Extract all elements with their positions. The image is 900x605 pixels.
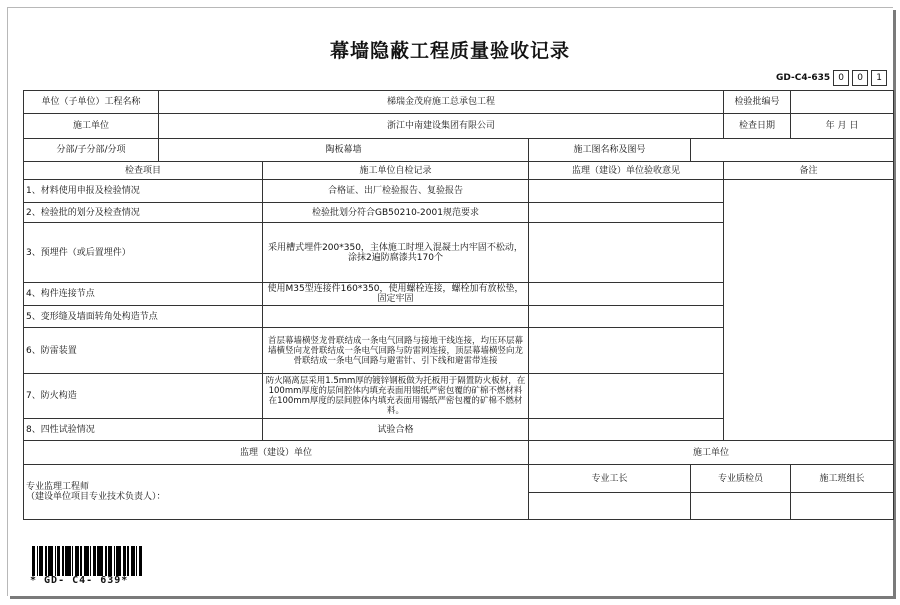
- column-header-supervisor: 监理（建设）单位验收意见: [529, 162, 724, 180]
- row-record-7: 防火隔离层采用1.5mm厚的镀锌钢板做为托板用于隔置防火板材，在100mm厚度的层间腔体内填充表面用锡纸严密包覆的矿棉不燃材料在100mm厚度的层间腔体内填充表面用锡纸严密包覆的矿棉不燃材料。: [263, 374, 529, 419]
- drawing-label: 施工图名称及图号: [529, 139, 691, 162]
- column-header-remarks: 备注: [724, 162, 894, 180]
- check-date-label: 检查日期: [724, 114, 791, 139]
- contractor-label: 施工单位: [24, 114, 159, 139]
- row-opinion-4[interactable]: [529, 283, 724, 306]
- row-record-6: 首层幕墙横竖龙骨联结成一条电气回路与接地干线连接，均压环层幕墙横竖向龙骨联结成一条电气回路与防雷网连接，顶层幕墙横竖向龙骨联结成一条电气回路与避雷针、引下线和避雷带连接: [263, 328, 529, 374]
- project-name-label: 单位（子单位）工程名称: [24, 91, 159, 114]
- row-item-7: 7、防火构造: [24, 374, 263, 419]
- row-opinion-2[interactable]: [529, 203, 724, 223]
- row-item-4: 4、构件连接节点: [24, 283, 263, 306]
- barcode: [32, 546, 150, 576]
- row-record-4: 使用M35型连接件160*350，使用螺栓连接，螺栓加有放松垫，固定牢固: [263, 283, 529, 306]
- supervisor-engineer-signature[interactable]: 专业监理工程师 （建设单位项目专业技术负责人）：: [24, 465, 529, 520]
- row-record-5: [263, 306, 529, 328]
- subproject-label: 分部/子分部/分项: [24, 139, 159, 162]
- barcode-text: * GD- C4- 639*: [30, 575, 129, 586]
- form-digit-1: 0: [833, 70, 849, 86]
- check-date-value[interactable]: 年 月 日: [791, 114, 894, 139]
- row-item-3: 3、预埋件（或后置埋件）: [24, 223, 263, 283]
- drawing-value[interactable]: [691, 139, 894, 162]
- contractor-unit-header: 施工单位: [529, 441, 894, 465]
- form-code: [776, 70, 887, 85]
- row-item-1: 1、材料使用申报及检验情况: [24, 180, 263, 203]
- acceptance-table: [23, 90, 894, 520]
- row-opinion-3[interactable]: [529, 223, 724, 283]
- row-item-5: 5、变形缝及墙面转角处构造节点: [24, 306, 263, 328]
- column-header-item: 检查项目: [24, 162, 263, 180]
- supervisor-unit-header: 监理（建设）单位: [24, 441, 529, 465]
- foreman-label: 专业工长: [529, 465, 691, 493]
- quality-inspector-label: 专业质检员: [691, 465, 791, 493]
- row-opinion-7[interactable]: [529, 374, 724, 419]
- batch-no-value[interactable]: [791, 91, 894, 114]
- row-record-2: 检验批划分符合GB50210-2001规范要求: [263, 203, 529, 223]
- column-header-self-check: 施工单位自检记录: [263, 162, 529, 180]
- quality-inspector-signature[interactable]: [691, 493, 791, 520]
- foreman-signature[interactable]: [529, 493, 691, 520]
- form-digit-2: 0: [852, 70, 868, 86]
- batch-no-label: 检验批编号: [724, 91, 791, 114]
- row-item-6: 6、防雷装置: [24, 328, 263, 374]
- row-opinion-6[interactable]: [529, 328, 724, 374]
- row-item-8: 8、四性试验情况: [24, 419, 263, 441]
- form-digit-3: 1: [871, 70, 887, 86]
- form-code-text: GD-C4-635: [776, 72, 831, 83]
- row-opinion-5[interactable]: [529, 306, 724, 328]
- row-opinion-1[interactable]: [529, 180, 724, 203]
- row-record-3: 采用槽式埋件200*350，主体施工时埋入混凝土内牢固不松动，涂抹2遍防腐漆共170个: [263, 223, 529, 283]
- row-item-2: 2、检验批的划分及检查情况: [24, 203, 263, 223]
- remarks-cell[interactable]: [724, 180, 894, 441]
- row-opinion-8[interactable]: [529, 419, 724, 441]
- row-record-1: 合格证、出厂检验报告、复验报告: [263, 180, 529, 203]
- subproject-value: 陶板幕墙: [159, 139, 529, 162]
- team-leader-signature[interactable]: [791, 493, 894, 520]
- contractor-value: 浙江中南建设集团有限公司: [159, 114, 724, 139]
- project-name-value: 梯瑞金茂府施工总承包工程: [159, 91, 724, 114]
- team-leader-label: 施工班组长: [791, 465, 894, 493]
- form-title: 幕墙隐蔽工程质量验收记录: [329, 40, 570, 62]
- row-record-8: 试验合格: [263, 419, 529, 441]
